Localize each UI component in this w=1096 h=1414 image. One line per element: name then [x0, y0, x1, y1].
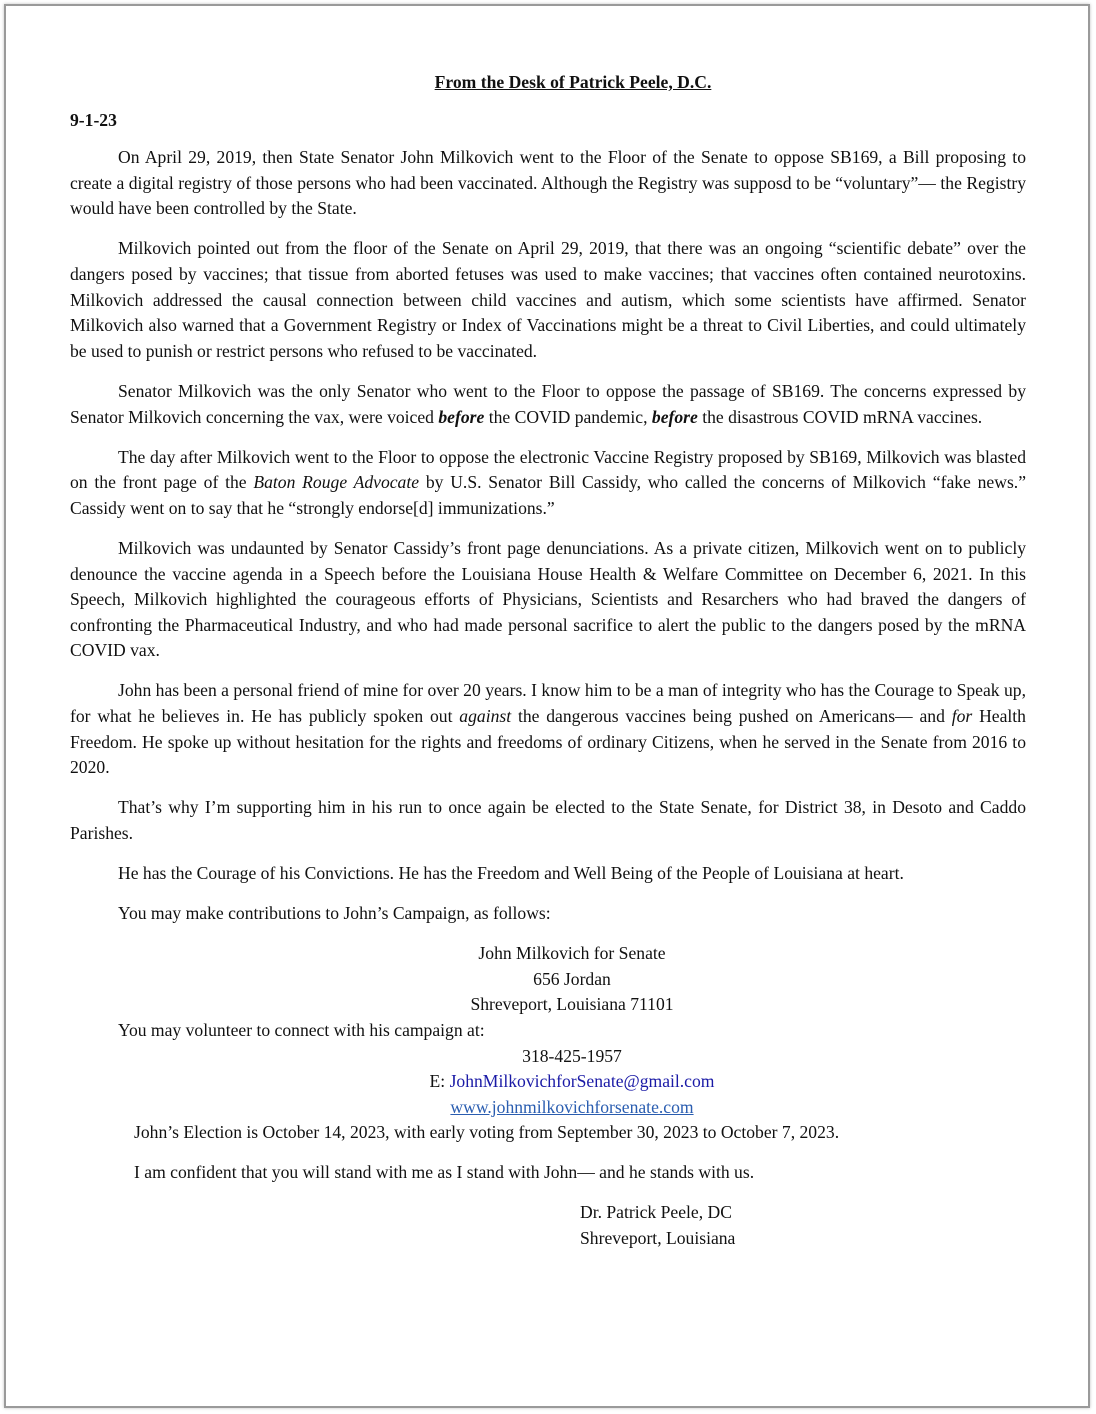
emphasis-against: against	[459, 705, 512, 726]
signature-name: Dr. Patrick Peele, DC	[580, 1202, 732, 1223]
emphasis-before-2: before	[651, 406, 698, 427]
paragraph-3-text-c: the COVID pandemic,	[484, 406, 652, 427]
paragraph-3-text-a: Senator Milkovich was the only Senator who went to the Floor to oppose the passage of SB169. The concerns expressed by Senator Milkovich concerning the vax, were voiced	[70, 380, 1026, 427]
address-line-3: Shreveport, Louisiana 71101	[470, 994, 674, 1015]
email-link[interactable]: JohnMilkovichforSenate@gmail.com	[449, 1071, 715, 1092]
phone-number: 318-425-1957	[522, 1045, 622, 1066]
paragraph-3-text-e: the disastrous COVID mRNA vaccines.	[697, 406, 983, 427]
paragraph-9: You may make contributions to John’s Campaign, as follows:	[118, 903, 551, 924]
letter-date: 9-1-23	[70, 109, 117, 130]
signature-block	[580, 1200, 1026, 1251]
paragraph-2: Milkovich pointed out from the floor of the Senate on April 29, 2019, that there was an ongoing “scientific debate” over the dangers posed by vaccines; that tissue from aborted fetuses was used to make vaccines; that vaccines often contained neurotoxins. Milkovich addressed the causal connection between child vaccines and autism, which some scientists have affirmed. Senator Milkovich also warned that a Government Registry or Index of Vaccinations might be a threat to Civil Liberties, and could ultimately be used to punish or restrict persons who refused to be vaccinated.	[70, 238, 1026, 361]
volunteer-intro: You may volunteer to connect with his campaign at:	[118, 1019, 485, 1040]
paragraph-6-text-a: John has been a personal friend of mine for over 20 years. I know him to be a man of integrity who has the Courage to Speak up, for what he believes in. He has publicly spoken out	[70, 680, 1026, 726]
paragraph-6	[70, 678, 1026, 780]
paragraph-4-text-c: by U.S. Senator Bill Cassidy, who called the concerns of Milkovich “fake news.” Cassidy went on to say that he “strongly endorse[d] immunizations.”	[70, 472, 1027, 518]
paragraph-8: He has the Courage of his Convictions. He has the Freedom and Well Being of the People of Louisiana at heart.	[118, 862, 904, 883]
address-line-1: John Milkovich for Senate	[478, 943, 666, 964]
paragraph-4	[70, 445, 1026, 522]
email-prefix: E:	[429, 1071, 450, 1092]
website-line	[70, 1095, 1026, 1121]
paragraph-1: On April 29, 2019, then State Senator John Milkovich went to the Floor of the Senate to oppose SB169, a Bill proposing to create a digital registry of those persons who had been vaccinated. Although the Registry was supposd to be “voluntary”— the Registry would have been controlled by the State.	[70, 147, 1026, 219]
emphasis-for: for	[951, 705, 973, 726]
paragraph-4-text-a: The day after Milkovich went to the Floor to oppose the electronic Vaccine Registry proposed by SB169, Milkovich was blasted on the front page of the	[70, 446, 1026, 493]
confidence-statement: I am confident that you will stand with me as I stand with John— and he stands with us.	[134, 1162, 755, 1183]
election-info: John’s Election is October 14, 2023, with early voting from September 30, 2023 to October 7, 2023.	[134, 1122, 840, 1143]
emphasis-before-1: before	[438, 406, 485, 427]
newspaper-name: Baton Rouge Advocate	[253, 472, 420, 493]
letter-content	[70, 70, 1026, 1252]
document-page	[4, 4, 1090, 1408]
paragraph-6-text-c: the dangerous vaccines being pushed on Americans— and	[511, 705, 952, 726]
paragraph-7: That’s why I’m supporting him in his run to once again be elected to the State Senate, for District 38, in Desoto and Caddo Parishes.	[70, 797, 1026, 843]
signature-location: Shreveport, Louisiana	[580, 1228, 736, 1249]
paragraph-5: Milkovich was undaunted by Senator Cassidy’s front page denunciations. As a private citizen, Milkovich went on to publicly denounce the vaccine agenda in a Speech before the Louisiana House Health & Welfare Committee on December 6, 2021. In this Speech, Milkovich highlighted the courageous efforts of Physicians, Scientists and Resarchers who had braved the dangers of confronting the Pharmaceutical Industry, and who had made personal sacrifice to alert the public to the dangers posed by the mRNA COVID vax.	[70, 537, 1026, 661]
address-line-2: 656 Jordan	[533, 968, 611, 989]
website-link[interactable]: www.johnmilkovichforsenate.com	[450, 1096, 694, 1117]
paragraph-6-text-e: Health Freedom. He spoke up without hesitation for the rights and freedoms of ordinary Citizens, when he served in the Senate from 2016 to 2020.	[70, 705, 1026, 778]
email-line	[70, 1069, 1026, 1095]
letter-heading: From the Desk of Patrick Peele, D.C.	[434, 72, 712, 92]
paragraph-3	[70, 379, 1026, 430]
